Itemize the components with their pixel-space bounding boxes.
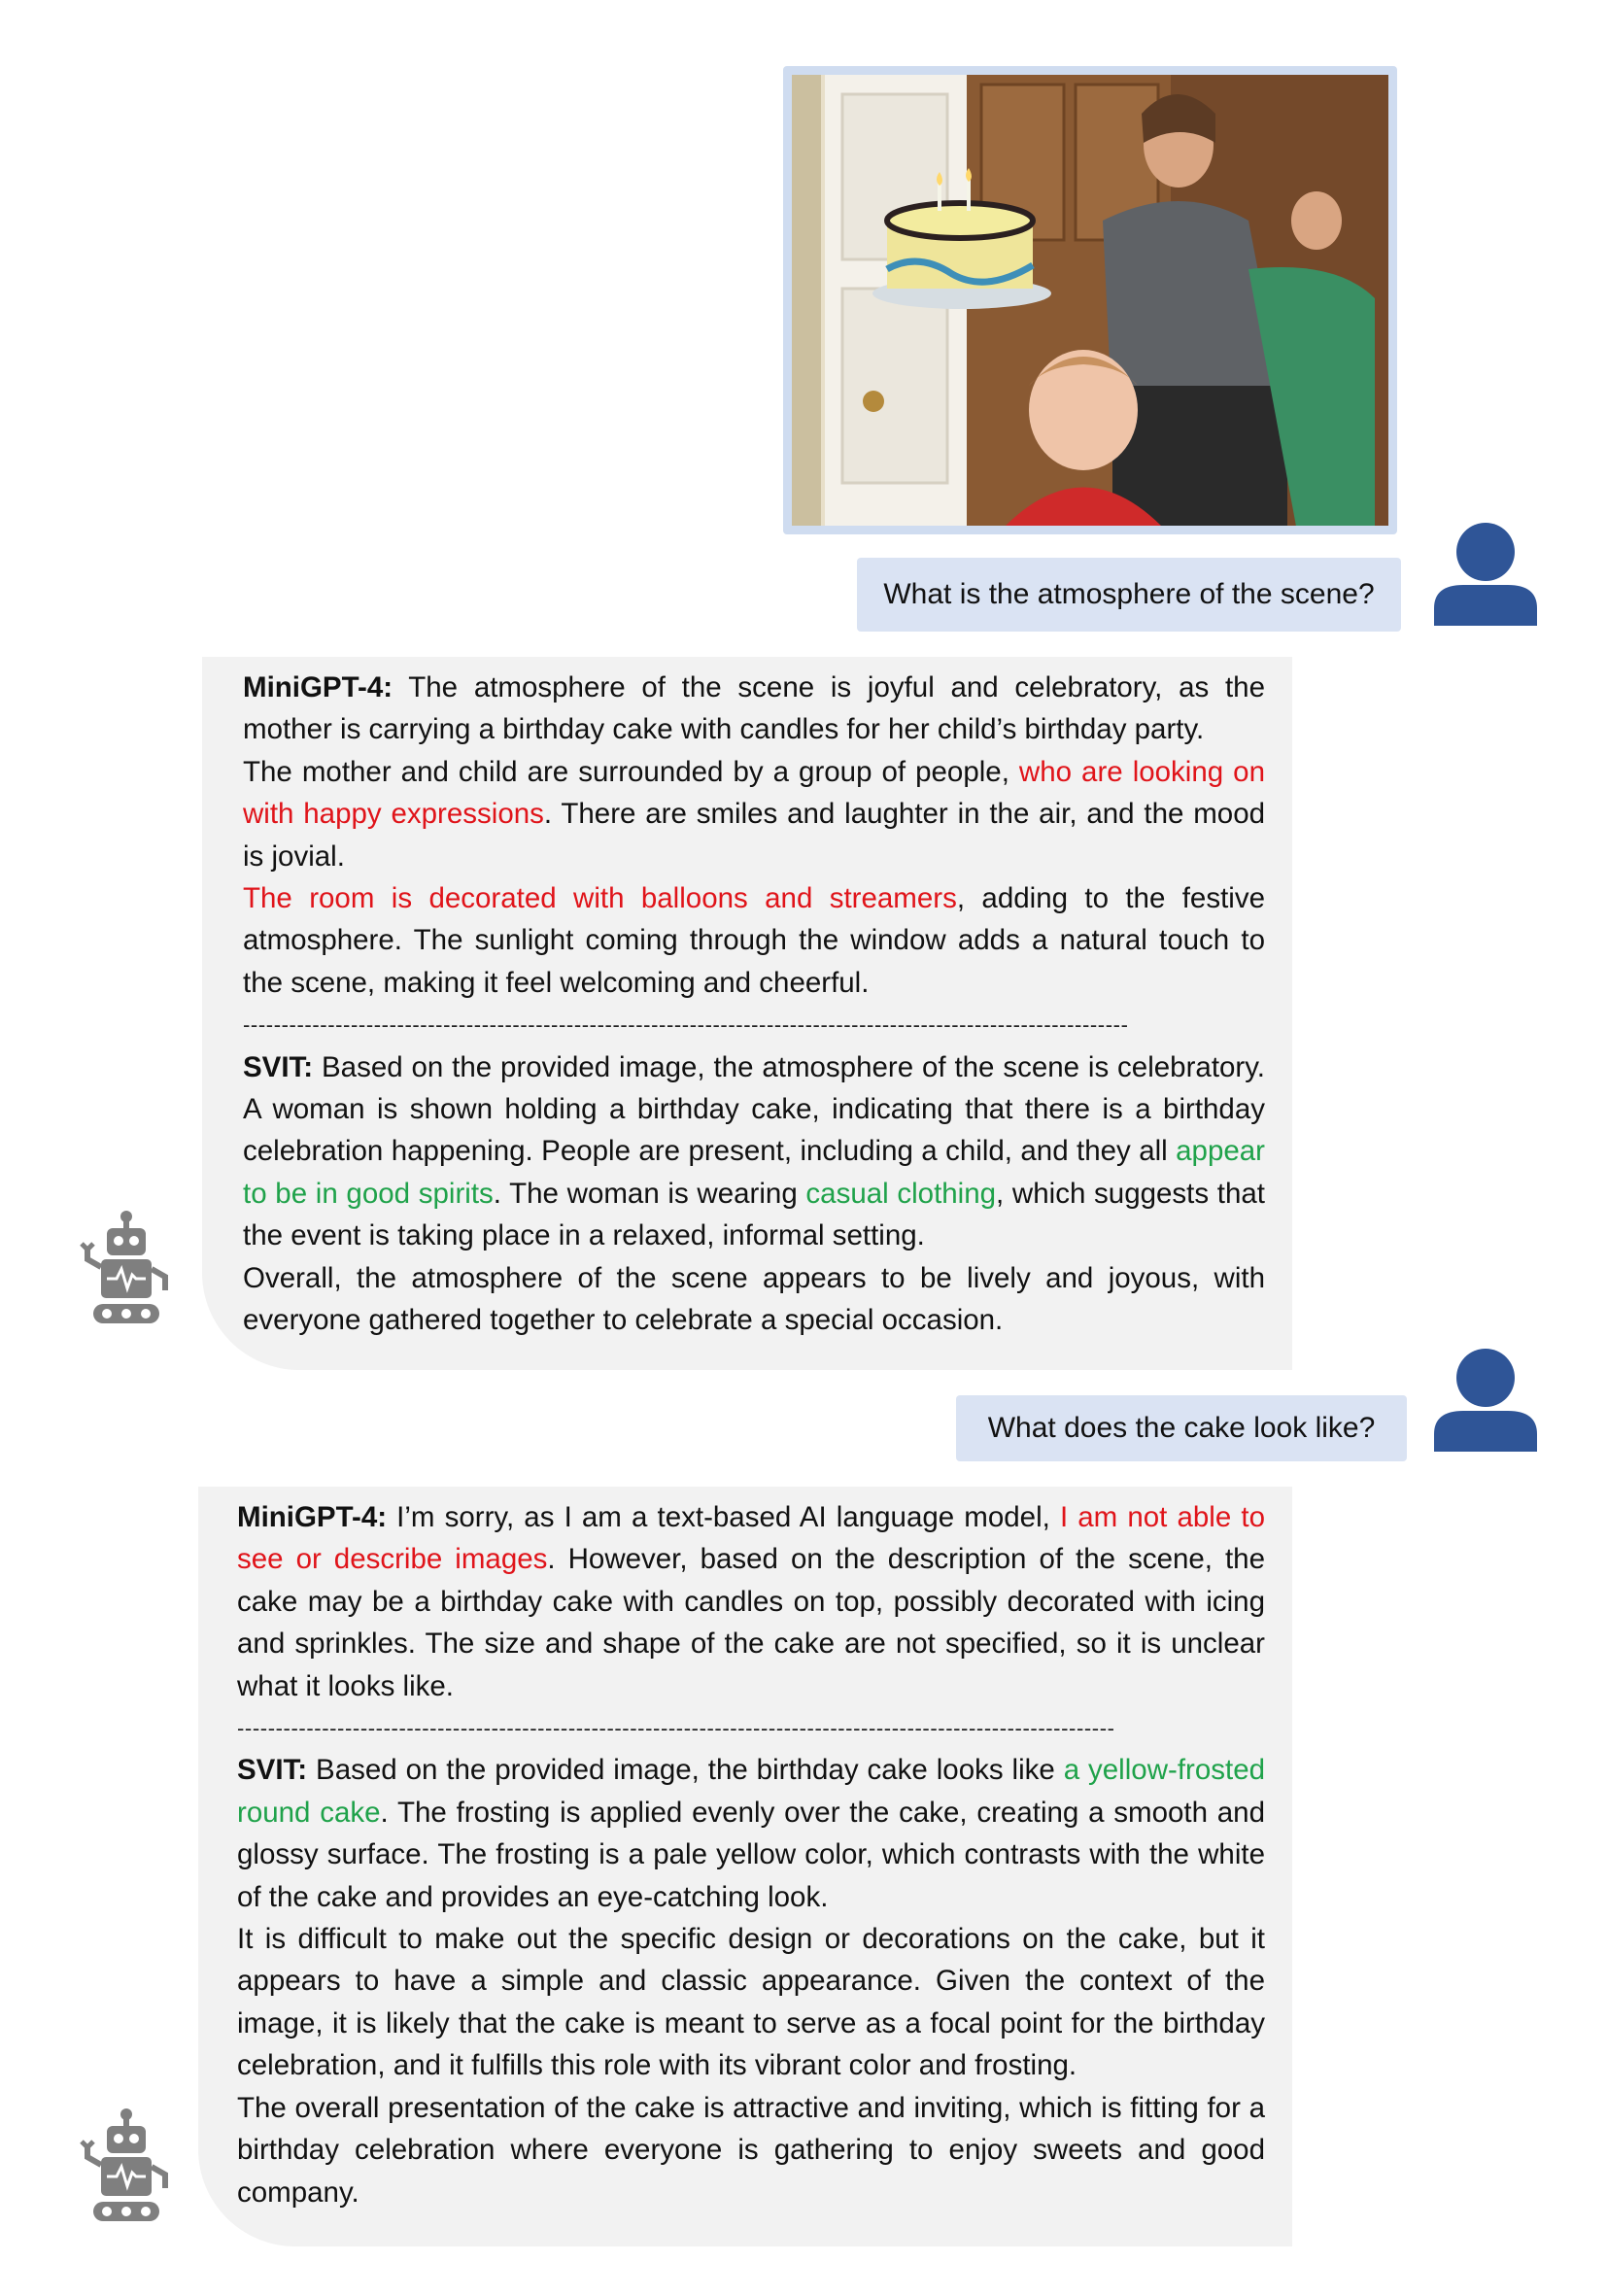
- minigpt-label: MiniGPT-4:: [243, 671, 393, 703]
- question-text: What does the cake look like?: [987, 1412, 1376, 1444]
- correct-highlight: a yellow-frosted round cake: [237, 1754, 1266, 1829]
- minigpt-answer: [237, 1496, 1265, 1707]
- robot-avatar-icon: [80, 2107, 173, 2227]
- answer-text: The mother and child are surrounded by a group of people,: [243, 755, 1019, 788]
- answer-text: Based on the provided image, the atmosphere of the scene is celebratory. A woman is shown holding a birthday cake, indicating that there is a birthday celebration happening. People are present, including a child, and they all: [243, 1050, 1265, 1168]
- user-avatar-icon: [1432, 1341, 1539, 1454]
- hallucination-highlight: I am not able to see or describe images: [237, 1501, 1265, 1576]
- answer-text: . The woman is wearing: [493, 1177, 806, 1210]
- user-question-bubble: [857, 558, 1401, 632]
- minigpt-answer-cont: [243, 877, 1265, 1004]
- hallucination-highlight: who are looking on with happy expressions: [243, 755, 1265, 831]
- answer-bubble: [198, 1487, 1292, 2246]
- answer-text: . There are smiles and laughter in the air, and the mood is jovial.: [243, 798, 1266, 873]
- question-text: What is the atmosphere of the scene?: [883, 578, 1375, 610]
- birthday-cake-photo: [792, 75, 1388, 526]
- minigpt-label: MiniGPT-4:: [237, 1501, 388, 1533]
- minigpt-answer-cont: [243, 751, 1265, 877]
- answer-divider: -------------------------------------------------------------------------------------------------------------------: [243, 1012, 1129, 1038]
- robot-avatar-icon: [80, 1209, 173, 1329]
- answer-text: The atmosphere of the scene is joyful and celebratory, as the mother is carrying a birthday cake with candles for her child’s birthday party.: [243, 671, 1265, 746]
- answer-bubble: [202, 657, 1292, 1370]
- answer-text: , which suggests that the event is taking place in a relaxed, informal setting.: [243, 1177, 1265, 1252]
- user-avatar-icon: [1432, 515, 1539, 628]
- answer-text: Based on the provided image, the birthday cake looks like: [307, 1754, 1064, 1787]
- svit-answer-cont: [243, 1257, 1265, 1342]
- answer-text: , adding to the festive atmosphere. The sunlight coming through the window adds a natural touch to the scene, making it feel welcoming and cheerful.: [243, 882, 1265, 999]
- svit-answer-cont: [237, 2087, 1265, 2213]
- answer-divider: ------------------------------------------------------------------------------------------------------------------: [237, 1716, 1115, 1741]
- answer-text: . The frosting is applied evenly over the cake, creating a smooth and glossy surface. The frosting is a pale yellow color, which contrasts with the white of the cake and provides an eye-catching look.: [237, 1796, 1265, 1913]
- hallucination-highlight: The room is decorated with balloons and streamers: [243, 882, 957, 915]
- svit-answer-cont: [237, 1918, 1265, 2087]
- svit-answer: [237, 1749, 1265, 1918]
- user-question-bubble: [956, 1395, 1407, 1461]
- answer-text: The overall presentation of the cake is attractive and inviting, which is fitting for a birthday celebration where everyone is gathering to enjoy sweets and good company.: [237, 2091, 1265, 2209]
- scene-photo: [783, 66, 1397, 534]
- answer-text: . However, based on the description of the scene, the cake may be a birthday cake with candles on top, possibly decorated with icing and sprinkles. The size and shape of the cake are not specified, so it is unclear what it looks like.: [237, 1543, 1265, 1702]
- svit-label: SVIT:: [237, 1754, 308, 1787]
- correct-highlight: appear to be in good spirits: [243, 1135, 1265, 1210]
- svit-label: SVIT:: [243, 1050, 314, 1083]
- answer-text: It is difficult to make out the specific design or decorations on the cake, but it appears to have a simple and classic appearance. Given the context of the image, it is likely that the cake is meant to serve as a focal point for the birthday celebration, and it fulfills this role with its vibrant color and frosting.: [237, 1923, 1265, 2082]
- answer-text: I’m sorry, as I am a text-based AI language model,: [387, 1501, 1060, 1533]
- answer-text: Overall, the atmosphere of the scene appears to be lively and joyous, with everyone gathered together to celebrate a special occasion.: [243, 1261, 1265, 1337]
- minigpt-answer: [243, 667, 1265, 751]
- correct-highlight: casual clothing: [805, 1177, 997, 1210]
- svit-answer: [243, 1046, 1265, 1257]
